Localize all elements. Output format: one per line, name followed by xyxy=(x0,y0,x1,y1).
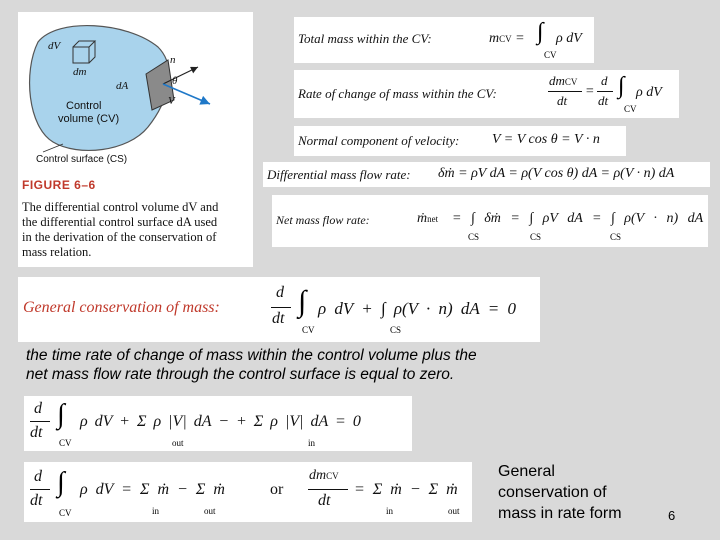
label-dA: dA xyxy=(116,80,129,92)
eq-abs-form: d dt ∫ CV ρ dV + Σ ρ |V| dA − + Σ ρ |V| dA = 0 out in xyxy=(24,396,412,451)
label-cs: Control surface (CS) xyxy=(36,154,128,165)
eq-net-flow: Net mass flow rate: ṁnet = ∫ δṁ = ∫ ρV dA = ∫ ρ(V · n) dA CS CS CS xyxy=(272,195,708,247)
label-theta: θ xyxy=(172,75,178,87)
rate-form-label: General conservation of mass in rate form xyxy=(498,463,622,522)
label-cv-1: Control xyxy=(66,100,102,112)
eq-rate-form: d dt ∫ CV ρ dV = Σ ṁ − Σ ṁ in out or dmCV dt = Σ ṁ − Σ ṁ in out xyxy=(24,462,472,522)
eq-normal-velocity: Normal component of velocity: V = V cos θ = V · n xyxy=(294,126,626,156)
eq-general-conservation: General conservation of mass: d dt ∫ CV ρ dV + ∫ ρ(V · n) dA = 0 CS xyxy=(18,277,540,342)
label-dm: dm xyxy=(73,66,87,78)
eq-rate-change: Rate of change of mass within the CV: dmCV dt = d dt ∫ CV ρ dV xyxy=(294,70,679,118)
eq-differential-flow: Differential mass flow rate: δṁ = ρV dA = ρ(V cos θ) dA = ρ(V · n) dA xyxy=(263,162,710,187)
figure-caption: The differential control volume dV and the differential control surface dA used in the derivation of the conservation of mass relation. xyxy=(22,200,219,259)
figure-title: FIGURE 6–6 xyxy=(22,178,96,192)
statement-text: the time rate of change of mass within the control volume plus the net mass flow rate through the control surface is equal to zero. xyxy=(26,347,477,383)
label-dV: dV xyxy=(48,40,61,52)
figure-panel xyxy=(18,12,253,267)
eq-total-mass: Total mass within the CV: mCV = ∫ CV ρ dV xyxy=(294,17,594,63)
label-n: n xyxy=(170,54,176,66)
label-cv-2: volume (CV) xyxy=(58,113,120,125)
page-number: 6 xyxy=(668,508,676,523)
label-V: V xyxy=(168,95,175,107)
